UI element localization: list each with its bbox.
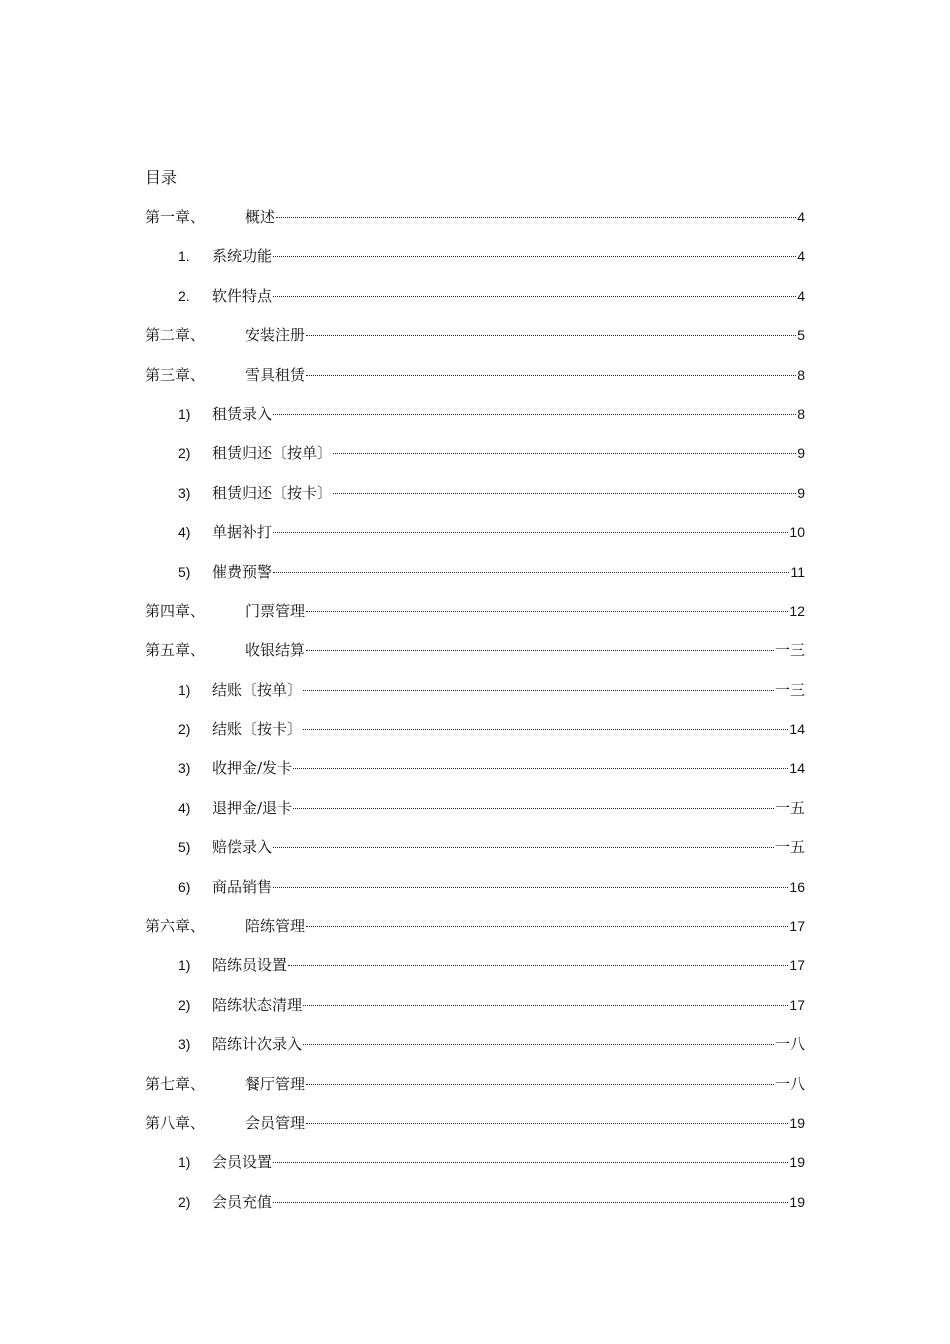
dot-leader: [288, 965, 788, 966]
dot-leader: [306, 375, 796, 376]
toc-entry-number: 第八章、: [145, 1113, 206, 1132]
toc-entry-label: 软件特点: [212, 286, 273, 305]
toc-entry-number: 5): [178, 563, 191, 580]
toc-entry-number: 2): [178, 996, 191, 1013]
toc-section-entry[interactable]: [145, 671, 805, 710]
toc-entry-label: 陪练员设置: [212, 956, 288, 975]
toc-entry-label: 陪练状态清理: [212, 995, 303, 1014]
toc-entry-page-number: 10: [789, 524, 805, 541]
toc-entry-label: 单据补打: [212, 523, 273, 542]
toc-entry-number: 第六章、: [145, 917, 206, 936]
toc-chapter-entry[interactable]: [145, 1065, 805, 1104]
toc-section-entry[interactable]: [145, 277, 805, 316]
toc-entry-page-number: 5: [797, 327, 805, 344]
toc-entry-number: 1): [178, 957, 191, 974]
toc-entry-label: 会员设置: [212, 1153, 273, 1172]
toc-entry-number: 第四章、: [145, 601, 206, 620]
toc-entry-number: 1): [178, 1154, 191, 1171]
toc-entry-page-number: 19: [789, 1154, 805, 1171]
toc-entry-label: 收银结算: [245, 641, 306, 660]
toc-entry-page-number: 14: [789, 760, 805, 777]
toc-entry-label: 结账〔按卡〕: [212, 720, 303, 739]
dot-leader: [306, 650, 774, 651]
toc-chapter-entry[interactable]: [145, 631, 805, 670]
toc-entry-label: 收押金/发卡: [212, 759, 293, 778]
toc-section-entry[interactable]: [145, 513, 805, 552]
toc-section-entry[interactable]: [145, 749, 805, 788]
dot-leader: [306, 1084, 774, 1085]
toc-section-entry[interactable]: [145, 1143, 805, 1182]
toc-entry-label: 赔偿录入: [212, 838, 273, 857]
toc-entry-label: 催费预警: [212, 562, 273, 581]
toc-entry-label: 概述: [245, 208, 276, 226]
toc-chapter-entry[interactable]: [145, 907, 805, 946]
toc-chapter-entry[interactable]: [145, 592, 805, 631]
toc-section-entry[interactable]: [145, 474, 805, 513]
dot-leader: [333, 453, 796, 454]
dot-leader: [303, 1044, 774, 1045]
dot-leader: [306, 1123, 788, 1124]
dot-leader: [303, 729, 788, 730]
toc-section-entry[interactable]: [145, 553, 805, 592]
toc-entry-page-number: 17: [789, 918, 805, 935]
toc-entry-number: 第二章、: [145, 326, 206, 345]
dot-leader: [273, 572, 789, 573]
toc-section-entry[interactable]: [145, 434, 805, 473]
toc-entry-number: 4): [178, 524, 191, 541]
toc-entry-label: 商品销售: [212, 877, 273, 896]
toc-entry-label: 退押金/退卡: [212, 798, 293, 817]
toc-entry-page-number: 9: [797, 484, 805, 501]
toc-entry-page-number: 8: [797, 366, 805, 383]
toc-entry-page-number: 8: [797, 405, 805, 422]
toc-entry-number: 第三章、: [145, 365, 206, 384]
toc-section-entry[interactable]: [145, 868, 805, 907]
toc-entry-label: 租赁录入: [212, 404, 273, 423]
toc-section-entry[interactable]: [145, 1025, 805, 1064]
dot-leader: [303, 1005, 788, 1006]
toc-entry-number: 2.: [178, 287, 190, 304]
toc-entry-number: 1): [178, 405, 191, 422]
toc-section-entry[interactable]: [145, 237, 805, 276]
toc-entry-number: 1): [178, 681, 191, 698]
dot-leader: [273, 414, 796, 415]
toc-entry-page-number: 一三: [774, 680, 805, 699]
toc-section-entry[interactable]: [145, 1183, 805, 1222]
dot-leader: [306, 926, 788, 927]
toc-section-entry[interactable]: [145, 395, 805, 434]
toc-entry-label: 安装注册: [245, 326, 306, 345]
dot-leader: [273, 1162, 788, 1163]
dot-leader: [293, 808, 774, 809]
toc-entry-label: 租赁归还〔按单〕: [212, 444, 333, 463]
toc-entry-page-number: 16: [789, 878, 805, 895]
toc-entry-number: 2): [178, 445, 191, 462]
dot-leader: [306, 611, 788, 612]
toc-entry-page-number: 一三: [774, 641, 805, 660]
toc-entry-page-number: 4: [797, 209, 805, 225]
dot-leader: [273, 532, 788, 533]
toc-entry-label: 系统功能: [212, 247, 273, 266]
toc-list: [145, 198, 805, 1222]
toc-chapter-entry[interactable]: [145, 198, 805, 237]
toc-entry-label: 结账〔按单〕: [212, 680, 303, 699]
toc-section-entry[interactable]: [145, 710, 805, 749]
toc-entry-page-number: 一五: [774, 838, 805, 857]
toc-section-entry[interactable]: [145, 828, 805, 867]
toc-entry-page-number: 19: [789, 1114, 805, 1131]
dot-leader: [276, 217, 796, 218]
toc-entry-number: 第一章、: [145, 208, 206, 226]
toc-title: 目录: [145, 168, 178, 187]
toc-entry-page-number: 4: [797, 287, 805, 304]
toc-entry-label: 陪练计次录入: [212, 1035, 303, 1054]
toc-entry-label: 陪练管理: [245, 917, 306, 936]
toc-chapter-entry[interactable]: [145, 1104, 805, 1143]
toc-entry-page-number: 一八: [774, 1074, 805, 1093]
toc-entry-page-number: 一五: [774, 798, 805, 817]
toc-section-entry[interactable]: [145, 986, 805, 1025]
toc-entry-page-number: 14: [789, 721, 805, 738]
toc-entry-page-number: 17: [789, 957, 805, 974]
toc-entry-label: 门票管理: [245, 601, 306, 620]
toc-entry-number: 第七章、: [145, 1074, 206, 1093]
toc-entry-page-number: 11: [790, 563, 805, 580]
dot-leader: [273, 847, 774, 848]
toc-entry-label: 会员充值: [212, 1192, 273, 1211]
toc-entry-label: 餐厅管理: [245, 1074, 306, 1093]
toc-entry-number: 4): [178, 799, 191, 816]
toc-entry-number: 3): [178, 1036, 191, 1053]
dot-leader: [273, 256, 796, 257]
toc-entry-page-number: 4: [797, 248, 805, 265]
toc-section-entry[interactable]: [145, 789, 805, 828]
toc-entry-label: 租赁归还〔按卡〕: [212, 483, 333, 502]
toc-entry-number: 2): [178, 721, 191, 738]
toc-entry-page-number: 9: [797, 445, 805, 462]
toc-entry-page-number: 12: [789, 602, 805, 619]
dot-leader: [333, 493, 796, 494]
toc-entry-number: 5): [178, 839, 191, 856]
dot-leader: [273, 887, 788, 888]
dot-leader: [303, 690, 774, 691]
toc-entry-number: 2): [178, 1193, 191, 1210]
dot-leader: [306, 335, 796, 336]
toc-entry-page-number: 一八: [774, 1035, 805, 1054]
toc-chapter-entry[interactable]: [145, 316, 805, 355]
dot-leader: [273, 296, 796, 297]
toc-entry-number: 3): [178, 760, 191, 777]
dot-leader: [273, 1202, 788, 1203]
toc-entry-page-number: 17: [789, 996, 805, 1013]
toc-entry-number: 第五章、: [145, 641, 206, 660]
toc-entry-number: 1.: [178, 248, 190, 265]
toc-entry-label: 会员管理: [245, 1113, 306, 1132]
toc-entry-number: 6): [178, 878, 191, 895]
toc-entry-label: 雪具租赁: [245, 365, 306, 384]
dot-leader: [293, 768, 788, 769]
toc-entry-page-number: 19: [789, 1193, 805, 1210]
toc-entry-number: 3): [178, 484, 191, 501]
toc-chapter-entry[interactable]: [145, 356, 805, 395]
toc-section-entry[interactable]: [145, 946, 805, 985]
